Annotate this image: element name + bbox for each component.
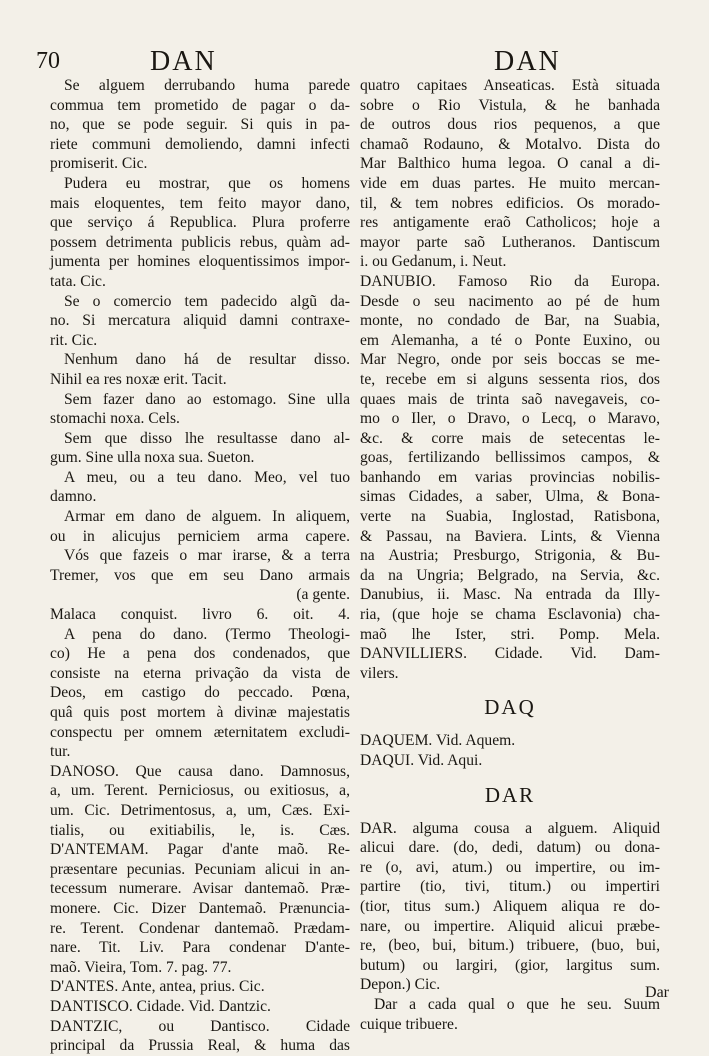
text-line: & Passau, na Baviera. Lints, & Vienna: [360, 527, 660, 545]
text-line: nare, ou impertire. Aliquid alicui præbe-: [360, 917, 660, 935]
right-column: [360, 76, 660, 1034]
text-line: simas Cidades, a saber, Ulma, & Bona-: [360, 488, 660, 506]
text-line: Malaca conquist. livro 6. oit. 4.: [50, 606, 350, 624]
text-line: nare. Tit. Liv. Para condenar D'ante-: [50, 939, 350, 957]
text-line: promiserit. Cic.: [50, 155, 148, 173]
text-line: na Austria; Presburgo, Strigonia, & Bu-: [360, 547, 660, 565]
text-line: ria, (que hoje se chama Esclavonia) cha-: [360, 606, 660, 624]
text-line: chamaõ Rodauno, & Motalvo. Dista do: [360, 135, 660, 153]
text-line: Mar Negro, onde por seis boccas se me-: [360, 351, 660, 369]
text-line: banhando em varias provincias nobilis-: [360, 468, 660, 486]
text-line: de outros dous rios pequenos, a que: [360, 116, 660, 134]
text-line: um. Cic. Detrimentosus, a, um, Cæs. Exi-: [50, 801, 350, 819]
text-line: que serviço á Republica. Plura proferre: [50, 214, 350, 232]
text-line: maõ. Vieira, Tom. 7. pag. 77.: [50, 958, 232, 976]
text-line: Pudera eu mostrar, que os homens: [64, 174, 350, 192]
text-line: (a gente.: [296, 586, 350, 604]
text-line: tecessum numerare. Avisar dantemaõ. Præ-: [50, 880, 350, 898]
text-line: sobre o Rio Vistula, & he banhada: [360, 96, 660, 114]
running-head-left: DAN: [150, 46, 217, 77]
text-line: ou in alicujus perniciem arma capere.: [50, 527, 350, 545]
text-line: A pena do dano. (Termo Theologi-: [64, 625, 350, 643]
right-column-dar-entries: [360, 819, 660, 1035]
text-line: rit. Cic.: [50, 331, 98, 349]
text-line: no. Si mercatura aliquid damni contraxe-: [50, 312, 350, 330]
text-line: Mar Balthico huma legoa. O canal a di-: [360, 155, 660, 173]
text-line: Sem fazer dano ao estomago. Sine ulla: [64, 390, 350, 408]
text-line: quâ quis post mortem à divinæ majestatis: [50, 704, 350, 721]
text-line: monere. Cic. Dizer Dantemaõ. Prænuncia-: [50, 899, 350, 917]
text-line: Sem que disso lhe resultasse dano al-: [64, 429, 350, 447]
text-line: co) He a pena dos condenados, que: [50, 645, 350, 663]
text-line: no, que se pode seguir. Si quis in pa-: [50, 116, 350, 134]
text-line: monte, no condado de Bar, na Suabia,: [360, 312, 660, 330]
page-number: 70: [36, 48, 60, 74]
text-line: DAR. alguma cousa a alguem. Aliquid: [360, 819, 660, 837]
text-line: res antigamente eraõ Catholicos; hoje a: [360, 214, 660, 232]
text-line: consiste na eterna privação da vista de: [50, 664, 350, 682]
text-line: (tior, titus sum.) Aliquem aliqua re do-: [360, 897, 660, 915]
text-line: Depon.) Cic.: [360, 976, 441, 994]
text-line: Vós que fazeis o mar irarse, & a terra: [64, 547, 350, 565]
page-header: [0, 44, 709, 80]
text-line: Danubius, ii. Masc. Na entrada da Illy-: [360, 586, 660, 604]
text-line: conspectu per omnem æternitatem excludi-: [50, 723, 350, 741]
running-head-right: DAN: [494, 46, 561, 77]
text-line: DANTZIC, ou Dantisco. Cidade: [50, 1017, 350, 1035]
text-line: vilers.: [360, 664, 399, 682]
text-line: D'ANTES. Ante, antea, prius. Cic.: [50, 978, 265, 996]
text-line: Armar em dano de alguem. In aliquem,: [64, 508, 350, 526]
text-line: DANVILLIERS. Cidade. Vid. Dam-: [360, 645, 660, 663]
text-line: re. Terent. Condenar dantemaõ. Prædam-: [50, 919, 350, 937]
text-line: tialis, ou exitiabilis, le, is. Cæs.: [50, 821, 350, 839]
text-line: Tremer, vos que em seu Dano armais: [50, 566, 350, 584]
text-line: DANUBIO. Famoso Rio da Europa.: [360, 272, 660, 290]
left-column: [50, 76, 350, 1056]
section-heading-daq: DAQ: [484, 695, 536, 720]
text-line: tata. Cic.: [50, 272, 106, 290]
text-line: Deos, em castigo do peccado. Pœna,: [50, 684, 350, 702]
text-line: riete communi demoliendo, damni infecti: [50, 135, 350, 153]
right-column-daq-entries: [360, 731, 660, 770]
section-heading-dar: DAR: [484, 782, 536, 807]
text-line: til, & tem nobres edificios. Os morado-: [360, 194, 660, 212]
text-line: DANOSO. Que causa dano. Damnosus,: [50, 762, 350, 780]
text-line: possem detrimenta publicis rebus, quàm ad-: [50, 233, 350, 251]
text-line: tur.: [50, 743, 71, 761]
text-line: verte na Suabia, Inglostad, Ratisbona,: [360, 508, 660, 526]
text-line: gum. Sine ulla noxa sua. Sueton.: [50, 449, 255, 467]
text-line: goas, fertilizando bellissimos campos, &: [360, 449, 660, 467]
text-line: DAQUI. Vid. Aqui.: [360, 752, 483, 769]
text-line: D'ANTEMAM. Pagar d'ante maõ. Re-: [50, 841, 350, 859]
text-line: Nihil ea res noxæ erit. Tacit.: [50, 370, 227, 388]
text-line: te, recebe em si alguns sessenta rios, dos: [360, 370, 660, 388]
text-line: butum) ou largiri, (gior, largitus sum.: [360, 956, 660, 974]
text-line: i. ou Gedanum, i. Neut.: [360, 253, 507, 271]
text-line: Dar a cada qual o que he seu. Suum: [374, 995, 660, 1013]
text-line: principal da Prussia Real, & huma das: [50, 1037, 350, 1055]
text-line: Se alguem derrubando huma parede: [64, 77, 350, 94]
text-line: alicui dare. (do, dedi, datum) ou dona-: [360, 839, 660, 857]
text-line: da na Ungria; Belgrado, na Servia, &c.: [360, 566, 660, 584]
text-line: Se o comercio tem padecido algũ da-: [64, 292, 350, 310]
text-line: em Alemanha, a té o Ponte Euxino, ou: [360, 331, 660, 349]
text-line: A meu, ou a teu dano. Meo, vel tuo: [64, 468, 350, 486]
text-line: re (o, avi, atum.) ou impertire, ou im-: [360, 858, 660, 876]
text-line: mais eloquentes, tem feito mayor dano,: [50, 194, 350, 212]
catchword: Dar: [645, 984, 669, 1001]
text-line: commua tem prometido de pagar o da-: [50, 96, 350, 114]
text-line: damno.: [50, 488, 97, 506]
text-line: quaes mais de trinta saõ navegaveis, co-: [360, 390, 660, 408]
text-line: jumenta per homines eloquentissimos impor-: [50, 253, 350, 271]
text-line: stomachi noxa. Cels.: [50, 410, 180, 428]
right-column-top-entries: [360, 76, 660, 683]
text-line: maõ lhe Ister, stri. Pomp. Mela.: [360, 625, 660, 643]
text-line: cuique tribuere.: [360, 1015, 458, 1033]
text-line: Desde o seu nacimento ao pé de hum: [360, 292, 660, 310]
text-line: partire (tio, tivi, titum.) ou impertiri: [360, 878, 660, 896]
text-line: mo o Iler, o Dravo, o Lecq, o Maravo,: [360, 410, 660, 428]
text-line: vide em duas partes. He muito mercan-: [360, 174, 660, 192]
text-line: a, um. Terent. Perniciosus, ou exitiosus, a,: [50, 782, 350, 800]
text-line: re, (beo, bui, bitum.) tribuere, (buo, bui,: [360, 937, 660, 955]
text-line: Nenhum dano há de resultar disso.: [64, 351, 350, 369]
text-line: &c. & corre mais de setecentas le-: [360, 429, 660, 447]
text-line: præsentare pecunias. Pecuniam alicui in an-: [50, 860, 350, 878]
text-line: mayor parte saõ Lutheranos. Dantiscum: [360, 233, 660, 251]
text-line: DANTISCO. Cidade. Vid. Dantzic.: [50, 997, 271, 1015]
text-line: DAQUEM. Vid. Aquem.: [360, 732, 516, 750]
text-line: quatro capitaes Anseaticas. Està situada: [360, 77, 660, 94]
